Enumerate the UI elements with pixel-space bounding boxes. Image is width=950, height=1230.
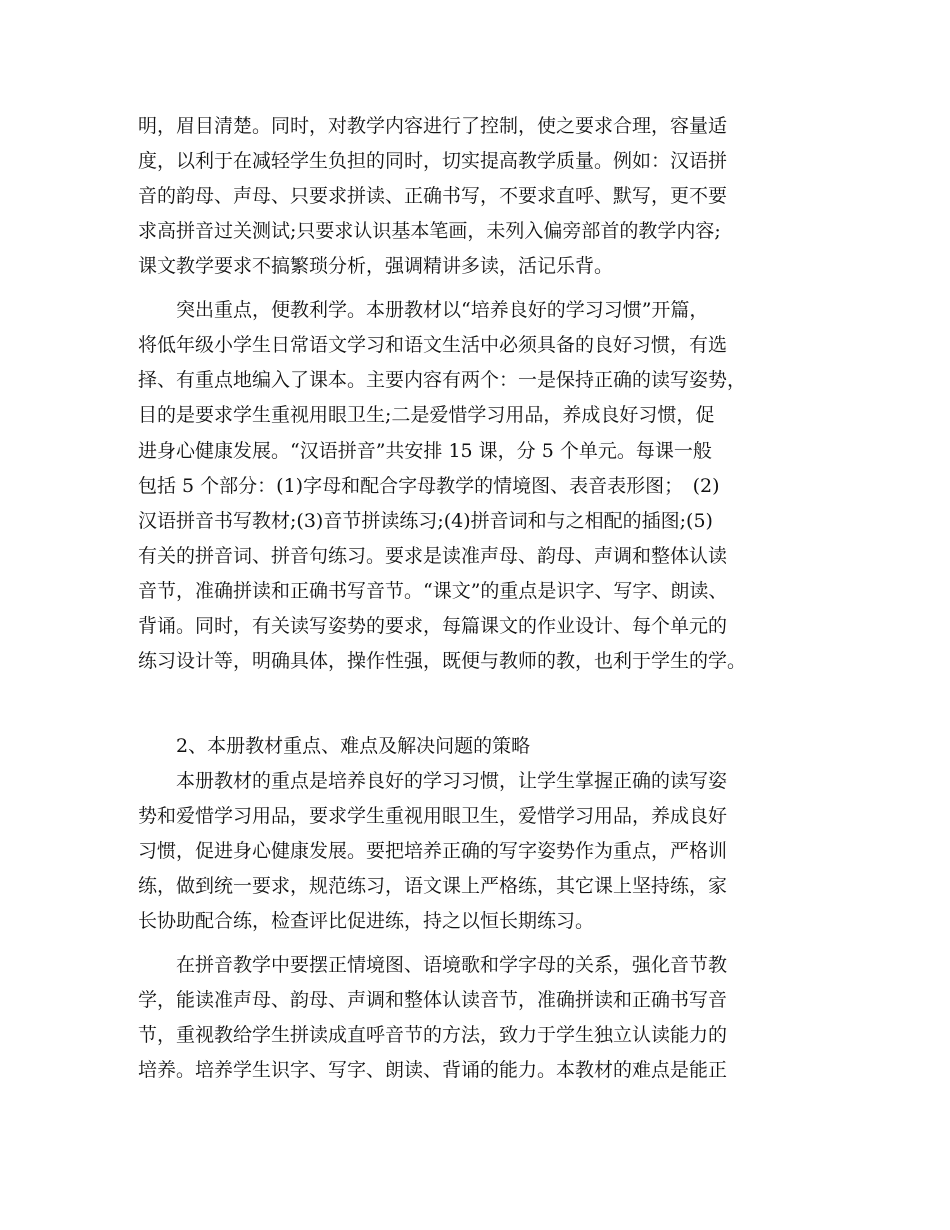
text-line-5: 课文教学要求不搞繁琐分析，强调精讲多读，活记乐背。	[138, 255, 614, 277]
text-line-21: 长协助配合练，检查评比促进练，持之以恒长期练习。	[138, 910, 595, 932]
text-line-1: 明，眉目清楚。同时，对教学内容进行了控制，使之要求合理，容量适	[138, 115, 728, 137]
text-line-14: 音节，准确拼读和正确书写音节。“课文”的重点是识字、写字、朗读、	[138, 580, 728, 602]
text-line-6: 突出重点，便教利学。本册教材以“培养良好的学习习惯”开篇，	[138, 299, 709, 321]
text-line-2: 度，以利于在减轻学生负担的同时，切实提高教学质量。例如：汉语拼	[138, 150, 728, 172]
text-line-10: 进身心健康发展。“汉语拼音”共安排 15 课，分 5 个单元。每课一般	[138, 440, 712, 462]
text-line-13: 有关的拼音词、拼音句练习。要求是读准声母、韵母、声调和整体认读	[138, 545, 728, 567]
text-line-22: 在拼音教学中要摆正情境图、语境歌和学字母的关系，强化音节教	[138, 954, 728, 976]
text-line-12: 汉语拼音书写教材;(3)音节拼读练习;(4)拼音词和与之相配的插图;(5)	[138, 510, 713, 532]
text-line-7: 将低年级小学生日常语文学习和语文生活中必须具备的良好习惯，有选	[138, 334, 728, 356]
text-line-8: 择、有重点地编入了课本。主要内容有两个：一是保持正确的读写姿势，	[138, 369, 747, 391]
section-heading: 2、本册教材重点、难点及解决问题的策略	[138, 735, 531, 757]
text-line-16: 练习设计等，明确具体，操作性强，既便与教师的教，也利于学生的学。	[138, 650, 747, 672]
text-line-17: 本册教材的重点是培养良好的学习习惯，让学生掌握正确的读写姿	[138, 770, 728, 792]
text-line-3: 音的韵母、声母、只要求拼读、正确书写，不要求直呼、默写，更不要	[138, 185, 728, 207]
text-line-19: 习惯，促进身心健康发展。要把培养正确的写字姿势作为重点，严格训	[138, 840, 728, 862]
text-line-15: 背诵。同时，有关读写姿势的要求，每篇课文的作业设计、每个单元的	[138, 615, 728, 637]
text-line-25: 培养。培养学生识字、写字、朗读、背诵的能力。本教材的难点是能正	[138, 1059, 728, 1081]
text-line-18: 势和爱惜学习用品，要求学生重视用眼卫生，爱惜学习用品，养成良好	[138, 805, 728, 827]
text-line-9: 目的是要求学生重视用眼卫生;二是爱惜学习用品，养成良好习惯，促	[138, 404, 715, 426]
text-line-20: 练，做到统一要求，规范练习，语文课上严格练，其它课上坚持练，家	[138, 875, 728, 897]
text-line-23: 学，能读准声母、韵母、声调和整体认读音节，准确拼读和正确书写音	[138, 989, 728, 1011]
text-line-24: 节，重视教给学生拼读成直呼音节的方法，致力于学生独立认读能力的	[138, 1024, 728, 1046]
text-line-11: 包括 5 个部分：(1)字母和配合字母教学的情境图、表音表形图； (2)	[138, 475, 720, 497]
text-line-4: 求高拼音过关测试;只要求认识基本笔画，未列入偏旁部首的教学内容;	[138, 220, 721, 242]
